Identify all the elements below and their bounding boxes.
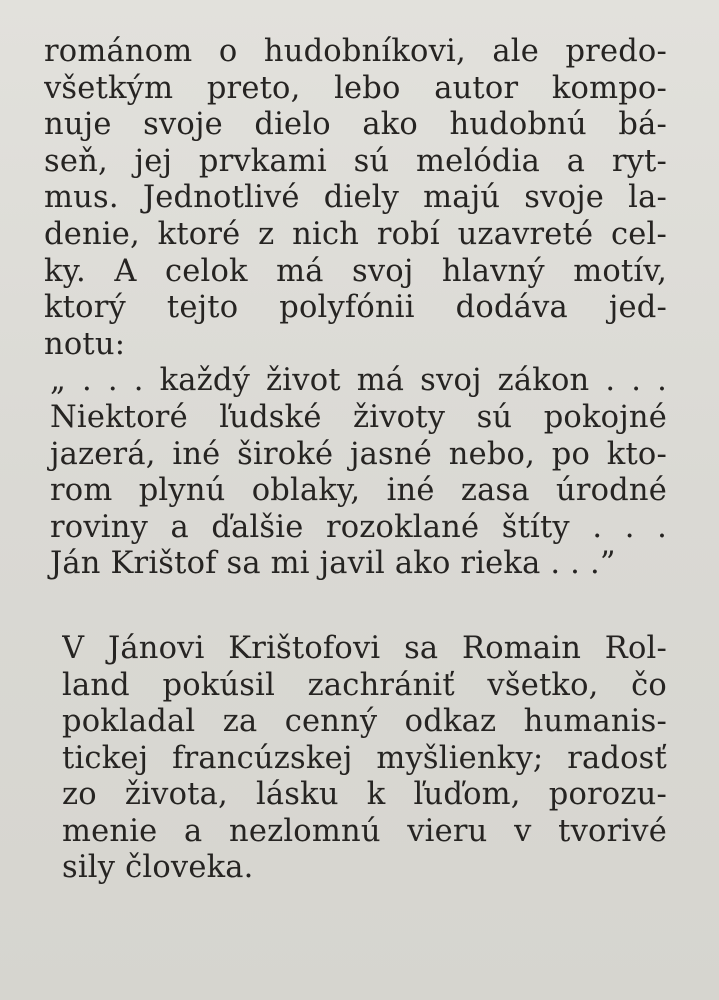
paragraph-closing — [44, 631, 667, 887]
text-line: románom o hudobníkovi, ale predo- — [44, 34, 667, 69]
text-line: mus. Jednotlivé diely majú svoje la- — [44, 180, 667, 216]
text-line: seň, jej prvkami sú melódia a ryt- — [44, 143, 667, 179]
text-line: denie, ktoré z nich robí uzavreté cel- — [44, 216, 667, 252]
text-line: nuje svoje dielo ako hudobnú bá- — [44, 107, 667, 143]
text-line: pokladal za cenný odkaz humanis- — [62, 704, 667, 740]
text-line: sily človeka. — [62, 850, 254, 886]
text-line: tickej francúzskej myšlienky; radosť — [62, 740, 667, 776]
quote-line: jazerá, iné široké jasné nebo, po kto- — [50, 436, 667, 472]
quote-line: Niektoré ľudské životy sú pokojné — [50, 399, 667, 435]
quote-line: „ . . . každý život má svoj zákon . . . — [50, 363, 667, 399]
text-line: notu: — [44, 326, 126, 362]
quote-line: Ján Krištof sa mi javil ako rieka . . .” — [50, 546, 616, 582]
text-line: všetkým preto, lebo autor kompo- — [44, 70, 667, 106]
text-line: land pokúsil zachrániť všetko, čo — [62, 667, 667, 703]
quotation-block — [44, 363, 667, 583]
text-line: zo života, lásku k ľuďom, porozu- — [62, 777, 667, 813]
text-line: menie a nezlomnú vieru v tvorivé — [62, 813, 667, 849]
quote-line: rom plynú oblaky, iné zasa úrodné — [50, 473, 667, 509]
text-line: ky. A celok má svoj hlavný motív, — [44, 253, 667, 289]
paragraph-intro — [44, 34, 667, 363]
text-line: V Jánovi Krištofovi sa Romain Rol- — [62, 630, 667, 666]
quote-line: roviny a ďalšie rozoklané štíty . . . — [50, 509, 667, 545]
text-line: ktorý tejto polyfónii dodáva jed- — [44, 290, 667, 326]
